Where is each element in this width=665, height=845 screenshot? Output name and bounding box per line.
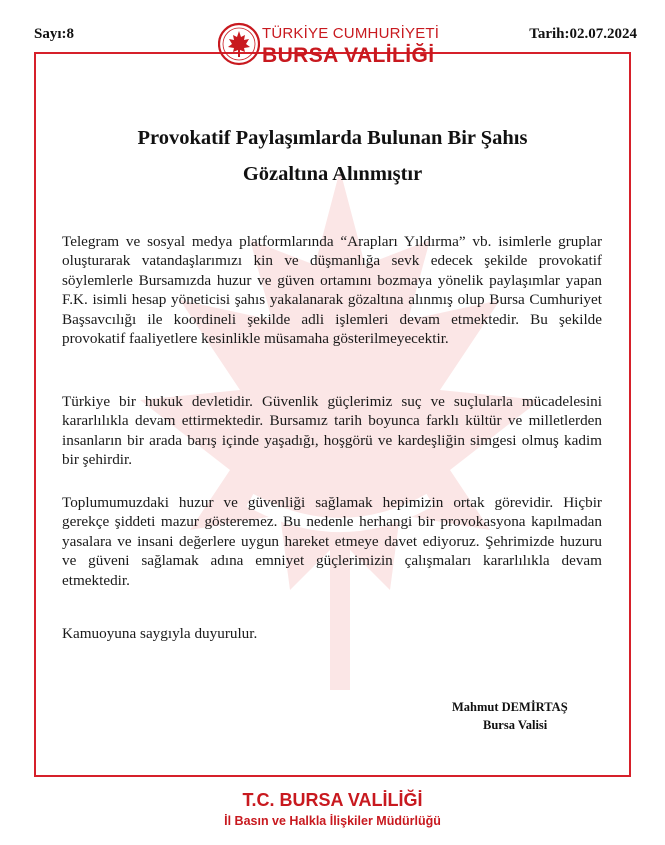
document-date: Tarih:02.07.2024 [529, 26, 637, 42]
footer-institution: T.C. BURSA VALİLİĞİ [242, 790, 423, 810]
footer-department: İl Basın ve Halkla İlişkiler Müdürlüğü [224, 814, 441, 828]
signatory-title: Bursa Valisi [483, 718, 548, 732]
institution-name-line1: TÜRKİYE CUMHURİYETİ [262, 25, 440, 42]
document-number: Sayı:8 [34, 26, 75, 42]
signatory-name: Mahmut DEMİRTAŞ [452, 700, 568, 714]
body-paragraph: Toplumumuzdaki huzur ve güvenliği sağlamak hepimizin ortak görevidir. Hiçbir gerekçe şiddeti mazur gösteremez. Bu nedenle herhangi bir provokasyona kapılmadan yasalara ve insani değerlere uygun hareket etmeye davet ediyoruz. Şehrimizde huzuru ve güveni sağlamak adına emniyet güçlerimizin çalışmaları kararlılıkla devam etmektedir. [62, 494, 602, 589]
document-title-line1: Provokatif Paylaşımlarda Bulunan Bir Şahıs [137, 127, 528, 149]
institution-name-line2: BURSA VALİLİĞİ [262, 44, 435, 67]
tulip-emblem-icon [218, 22, 260, 66]
body-paragraph: Türkiye bir hukuk devletidir. Güvenlik güçlerimiz suç ve suçlularla mücadelesini kararlılıkla devam ettirmektedir. Bursamız tarih boyunca farklı kültür ve milletlerden insanların bir arada barış içinde yaşadığı, hoşgörü ve kardeşliğin simgesi olmuş kadim bir şehirdir. [62, 393, 602, 469]
document-title-line2: Gözaltına Alınmıştır [242, 163, 423, 185]
closing-line: Kamuoyuna saygıyla duyurulur. [62, 625, 258, 642]
body-paragraph: Telegram ve sosyal medya platformlarında “Arapları Yıldırma” vb. isimlerle gruplar oluşturarak vatandaşlarımızı kin ve düşmanlığa sevk edecek şekilde provokatif söylemlerle Bursamızda huzur ve güven ortamını bozmaya yönelik paylaşımlar yapan F.K. isimli hesap yöneticisi şahıs yakalanarak gözaltına alınmış olup Bursa Cumhuriyet Başsavcılığı ile koordineli şekilde adli işlemleri devam etmektedir. Bu şekilde provokatif faaliyetlere kesinlikle müsamaha gösterilmeyecektir. [62, 233, 602, 348]
